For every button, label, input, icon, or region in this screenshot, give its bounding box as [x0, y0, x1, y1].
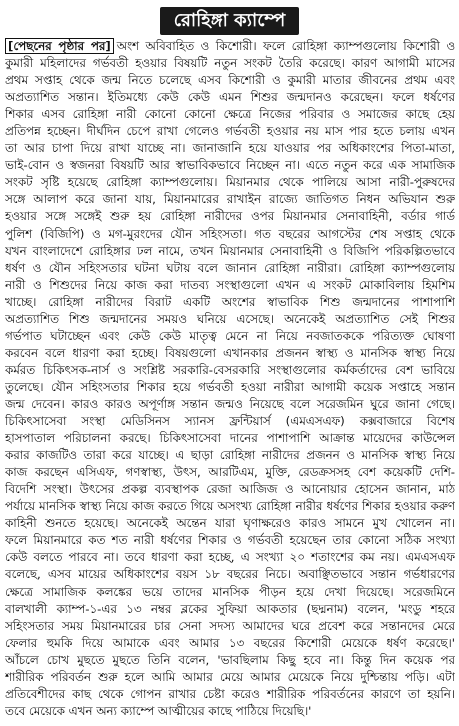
article-line: চিকিৎসাসেবা সংস্থা মেডিসিনস স্যানস ফ্রন্টিয়ার্স (এমএসএফ) কক্সবাজারে বিশেষ: [5, 414, 455, 429]
article-line: তা আর চাপা দিয়ে রাখা যাচ্ছে না। জানাজানি হয়ে যাওয়ার পর অধিকাংশের পিতা-মাতা,: [5, 141, 455, 156]
article-line: জন্ম দেবেন। কারও কারও অপূর্ণাঙ্গ সন্তান জন্মও নিয়েছে বলে সরেজমিন ঘুরে জানা গেছে।: [5, 396, 455, 411]
article-line: ভাই-বোন ও স্বজনরা বিষয়টি আর স্বাভাবিকভাবে নিচ্ছেন না। এতে নতুন করে এক সামাজিক: [5, 158, 455, 173]
article-line-text: অংশ অবিবাহিত ও কিশোরী। ফলে রোহিঙ্গা ক্যাম্পগুলোয় কিশোরী ও: [116, 39, 455, 53]
article-line: কাহিনী শুনতে হয়েছে। অনেকেই অন্তেন যারা ঘৃণাক্ষরেও কারও সামনে মুখ খোলেন না।: [5, 516, 455, 531]
article-line: ধর্ষণ ও যৌন সহিংসতার ঘটনা ঘটায় বলে জানান রোহিঙ্গা নারীরা। রোহিঙ্গা ক্যাম্পগুলোয়: [5, 260, 455, 275]
article-line: যখন বাংলাদেশে রোহিঙ্গার ঢল নামে, তখন মিয়ানমার সেনাবাহিনী ও বিজিপি পরিকল্পিতভাবে: [5, 243, 455, 258]
article-line: কেউ বলতে পারবে না। তবে ধারণা করা হচ্ছে, এ সংখ্যা ২০ শতাংশের কম নয়। এমএসএফ: [5, 550, 455, 565]
article-line: গর্ভপাত ঘটাচ্ছেন এবং কেউ কেউ মাতৃত্ব মেনে না নিয়ে নবজাতককে পরিত্যক্ত ঘোষণা: [5, 328, 455, 343]
article-line: কুমারী মহিলাদের গর্ভবতী হওয়ার বিষয়টি নতুন সংকট তৈরি করেছে। কারণ আগামী মাসের: [5, 56, 455, 71]
article-line: ক্ষেত্রে সামাজিক কলঙ্কের ভয়ে তাদের মানসিক পীড়ন হয়ে দেখা দিয়েছে। সরেজমিনে: [5, 584, 455, 599]
article-line: করার কাজটিও তারা করে যাচ্ছে। এ ছাড়া রোহিঙ্গা নারীদের প্রজনন ও মানসিক স্বাস্থ্য নিয়ে: [5, 448, 455, 463]
article-line: বিদেশি সংস্থা। উৎসের প্রকল্প ব্যবস্থাপক রেজা আজিজ ও আনোয়ার হোসেন জানান, মাঠ: [5, 482, 455, 497]
article-line: প্রতিবেশীদের কাছ থেকে গোপন রাখার চেষ্টা করেও শারীরিক পরিবর্তনের কারণে তা হয়নি।: [5, 686, 455, 701]
article-line: করবেন বলে ধারণা করা হচ্ছে। বিষয়গুলো এখানকার প্রজনন স্বাস্থ্য ও মানসিক স্বাস্থ্য নিয়ে: [5, 345, 455, 360]
article-line: খাচ্ছে। রোহিঙ্গা নারীদের বিরাট একটি অংশের স্বাভাবিক শিশু জন্মদানের পাশাপাশি: [5, 294, 455, 309]
article-line: শারীরিক পরিবর্তন শুরু হলে আমি আমার মেয়ে আমার মেয়েকে নিয়ে দুশ্চিন্তায় পড়ি। এটা: [5, 669, 455, 684]
article-line: সহিংসতার সময় মিয়ানমারের চার সেনা সদস্য আমাদের ঘরে প্রবেশ করে সন্তানদের মেরে: [5, 618, 455, 633]
article-line: বালখালী ক্যাম্প-১-এর ১৩ নম্বর ব্লকের সুফিয়া আকতার (ছদ্মনাম) বলেন, 'মংডু শহরে: [5, 601, 455, 616]
article-line: সংকট সৃষ্টি হয়েছে রোহিঙ্গা ক্যাম্পগুলোয়। মিয়ানমার থেকে পালিয়ে আসা নারী-পুরুষদের: [5, 175, 455, 190]
article-line: ফেলার হুমকি দিয়ে আমাকে এবং আমার ১৩ বছরের কিশোরী মেয়েকে ধর্ষণ করেছে।': [5, 635, 455, 650]
article-line: বলেছে, এসব মায়ের অধিকাংশের বয়স ১৮ বছরের নিচে। অবাঞ্ছিতভাবে সন্তান গর্ভধারণের: [5, 567, 455, 582]
article-body: [5, 38, 455, 722]
article-line: নারী ও শিশুদের নিয়ে কাজ করা দাতব্য সংস্থাগুলো এখন এ সংকট মোকাবিলায় হিমশিম: [5, 277, 455, 292]
article-line: তবে মেয়েকে এখন অন্য ক্যাম্পে আত্মীয়ের কাছে পাঠিয়ে দিয়েছি।': [5, 703, 312, 718]
article-line: আঁচলে চোখ মুছতে মুছতে তিনি বলেন, 'ভাবছিলাম কিছু হবে না। কিন্তু দিন কয়েক পর: [5, 652, 455, 667]
article-line: প্রথম সপ্তাহ থেকে জন্ম নিতে চলেছে এসব কিশোরী ও কুমারী মাতার জীবনের প্রথম এবং: [5, 73, 455, 88]
article-line: অপ্রত্যাশিত সন্তান। ইতিমধ্যে কেউ কেউ এমন শিশুর জন্মদানও করেছেন। ফলে ধর্ষণের: [5, 90, 455, 105]
article-line: হাসপাতাল পরিচালনা করছে। চিকিৎসাসেবা দানের পাশাপাশি আক্রান্ত মায়েদের কাউন্সেল: [5, 431, 455, 446]
article-line: পর্যায়ে মানসিক স্বাস্থ্য নিয়ে কাজ করতে গিয়ে অসংখ্য রোহিঙ্গা নারীর ধর্ষণের শিকার হওয়ার করুণ: [5, 499, 455, 514]
article-line: শিকার এসব রোহিঙ্গা নারী কোনো কোনো ক্ষেত্রে নিজের পরিবার ও সমাজের কাছে হেয়: [5, 107, 455, 122]
headline: রোহিঙ্গা ক্যাম্পে: [160, 7, 300, 35]
headline-banner: [0, 6, 459, 36]
article-line: পুলিশ (বিজিপি) ও মগ-মুরংদের যৌন সহিংসতা। গত বছরের আগস্টের শেষ সপ্তাহ থেকে: [5, 226, 455, 241]
article-line: কাজ করছেন এসিএফ, গণস্বাস্থ্য, উৎস, আরটিএম, মুক্তি, রেডক্রসসহ বেশ কয়েকটি দেশি-: [5, 465, 455, 480]
article-line: হওয়ার সঙ্গে সঙ্গেই শুরু হয় রোহিঙ্গা নারীদের ওপর মিয়ানমার সেনাবাহিনী, বর্ডার গার্ড: [5, 209, 455, 224]
article-line: সঙ্গে আলাপ করে জানা যায়, মিয়ানমারের রাখাইন রাজ্যে জাতিগত নিধন অভিযান শুরু: [5, 192, 455, 207]
article-line: [5, 38, 455, 55]
article-line: তুলেছে। যৌন সহিংসতার শিকার হয়ে গর্ভবতী হওয়া নারীরা আগামী কয়েক সপ্তাহে সন্তান: [5, 379, 455, 394]
article-line: প্রতিপন্ন হচ্ছেন। দীর্ঘদিন চেপে রাখা গেলেও গর্ভবতী হওয়ার নয় মাস পার হতে চলায় এখন: [5, 124, 455, 139]
article-line: অপ্রত্যাশিত শিশু জন্মদানের সময়ও ঘনিয়ে এসেছে। অনেকেই অপ্রত্যাশিত সেই শিশুর: [5, 311, 455, 326]
article-line: ফলে মিয়ানমারে কত শত নারী ধর্ষণের শিকার ও গর্ভবতী হয়েছেন তার কোনো সঠিক সংখ্যা: [5, 533, 455, 548]
continued-from-tag: [পেছনের পৃষ্ঠার পর]: [5, 38, 114, 54]
article-line: কর্মরত চিকিৎসক-নার্স ও সংশ্লিষ্ট সরকারি-বেসরকারি সংস্থাগুলোর কর্মকর্তাদের বেশ ভাবিয়ে: [5, 362, 455, 377]
